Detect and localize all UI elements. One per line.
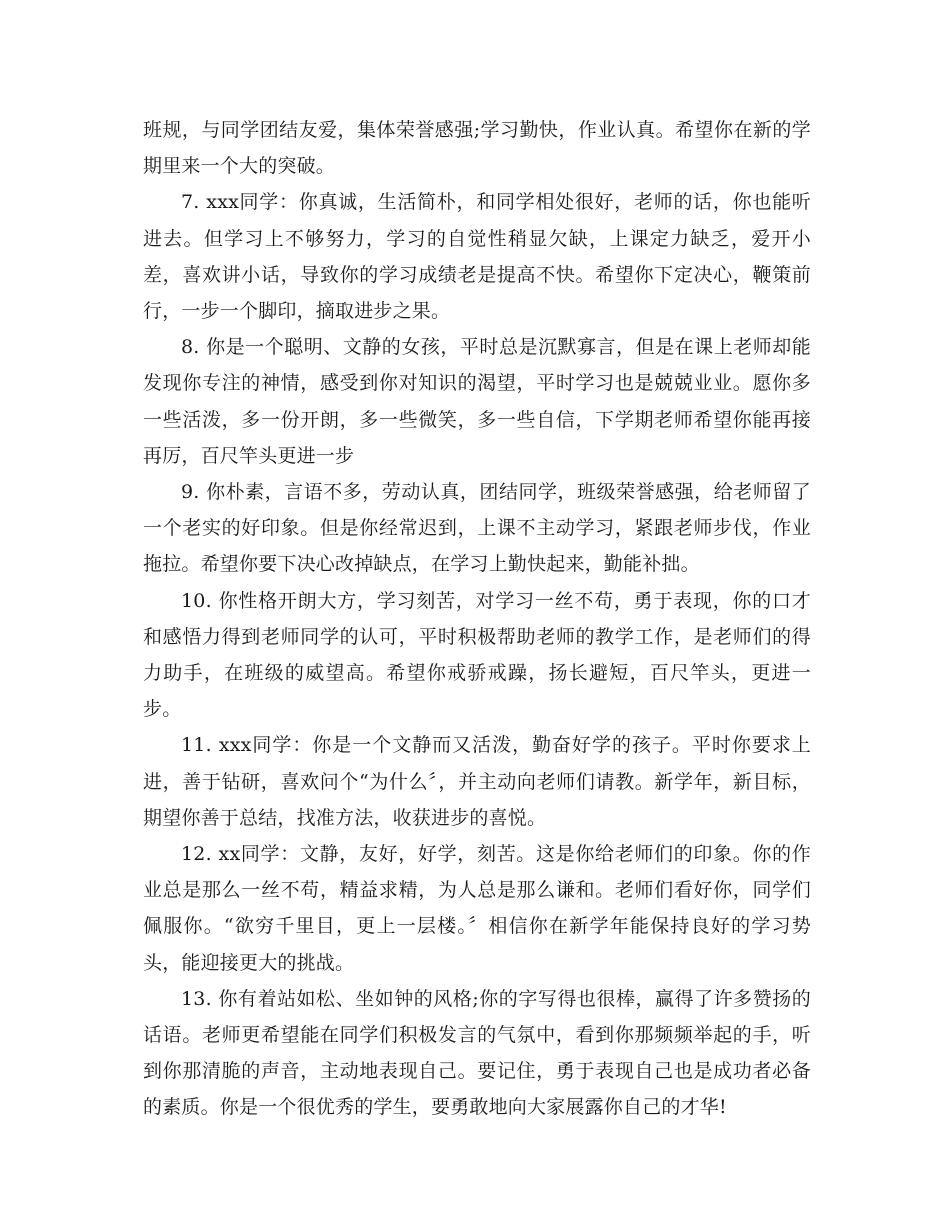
paragraph-7: 7. xxx同学：你真诚，生活简朴，和同学相处很好，老师的话，你也能听进去。但学习上不够努力，学习的自觉性稍显欠缺，上课定力缺乏，爱开小差，喜欢讲小话，导致你的学习成绩老是提高不快。希望你下定决心，鞭策前行，一步一个脚印，摘取进步之果。 [143, 191, 811, 323]
paragraph-continued: 班规，与同学团结友爱，集体荣誉感强;学习勤快，作业认真。希望你在新的学期里来一个大的突破。 [143, 119, 811, 178]
document-body [143, 112, 811, 1126]
paragraph-11: 11. xxx同学：你是一个文静而又活泼，勤奋好学的孩子。平时你要求上进，善于钻研，喜欢问个“为什么〞，并主动向老师们请教。新学年，新目标，期望你善于总结，找准方法，收获进步的喜悦。 [143, 734, 811, 829]
paragraph-9: 9. 你朴素，言语不多，劳动认真，团结同学，班级荣誉感强，给老师留了一个老实的好印象。但是你经常迟到，上课不主动学习，紧跟老师步伐，作业拖拉。希望你要下决心改掉缺点，在学习上勤快起来，勤能补拙。 [143, 481, 811, 576]
paragraph-13: 13. 你有着站如松、坐如钟的风格;你的字写得也很棒，赢得了许多赞扬的话语。老师更希望能在同学们积极发言的气氛中，看到你那频频举起的手，听到你那清脆的声音，主动地表现自己。要记住，勇于表现自己也是成功者必备的素质。你是一个很优秀的学生，要勇敢地向大家展露你自己的才华! [143, 987, 811, 1119]
paragraph-10: 10. 你性格开朗大方，学习刻苦，对学习一丝不苟，勇于表现，你的口才和感悟力得到老师同学的认可，平时积极帮助老师的教学工作，是老师们的得力助手，在班级的威望高。希望你戒骄戒躁，扬长避短，百尺竿头，更进一步。 [143, 589, 811, 721]
paragraph-12: 12. xx同学：文静，友好，好学，刻苦。这是你给老师们的印象。你的作业总是那么一丝不苟，精益求精，为人总是那么谦和。老师们看好你，同学们佩服你。“欲穷千里目，更上一层楼。〞相信你在新学年能保持良好的学习势头，能迎接更大的挑战。 [143, 843, 811, 974]
paragraph-8: 8. 你是一个聪明、文静的女孩，平时总是沉默寡言，但是在课上老师却能发现你专注的神情，感受到你对知识的渴望，平时学习也是兢兢业业。愿你多一些活泼，多一份开朗，多一些微笑，多一些自信，下学期老师希望你能再接再厉，百尺竿头更进一步 [143, 336, 811, 467]
